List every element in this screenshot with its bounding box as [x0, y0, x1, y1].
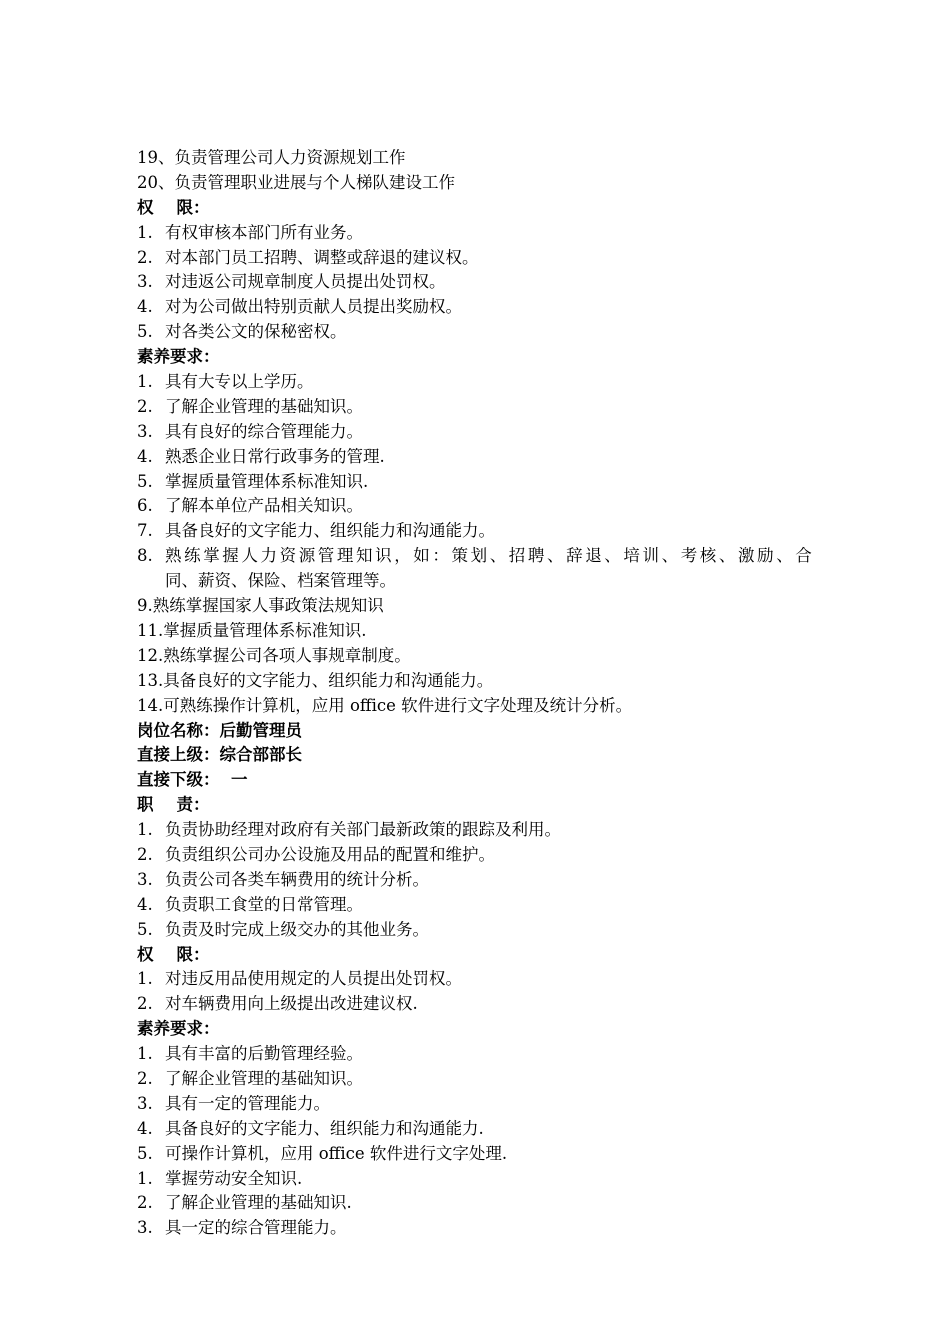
item-text: 对违返公司规章制度人员提出处罚权。: [165, 272, 446, 292]
list-item: [137, 1092, 867, 1117]
item-number: 5.: [137, 322, 153, 342]
list-item: [137, 320, 867, 345]
list-item: [137, 868, 867, 893]
list-item: [137, 270, 867, 295]
section-heading-authority: 权 限：: [137, 944, 210, 964]
item-text: 具有良好的综合管理能力。: [165, 421, 363, 441]
direct-subordinate: 直接下级： 一: [137, 770, 248, 790]
item-text: 了解企业管理的基础知识。: [165, 396, 363, 416]
list-item: [137, 246, 867, 271]
list-item: [137, 669, 867, 694]
list-item: [137, 494, 867, 519]
item-number: 5.: [137, 471, 153, 491]
position-title: 岗位名称：后勤管理员: [137, 720, 302, 740]
item-text: 具有丰富的后勤管理经验。: [165, 1044, 363, 1064]
item-number: 2.: [137, 994, 153, 1014]
list-item: [137, 1167, 867, 1192]
list-item: [137, 1142, 867, 1167]
item-number: 2.: [137, 396, 153, 416]
item-text: 具备良好的文字能力、组织能力和沟通能力。: [165, 521, 495, 541]
item-number: 13.: [137, 670, 164, 690]
section-heading-duties: 职 责：: [137, 795, 210, 815]
list-item: [137, 295, 867, 320]
item-text: 熟悉企业日常行政事务的管理.: [165, 446, 385, 466]
item-number: 1.: [137, 820, 153, 840]
item-number: 5.: [137, 919, 153, 939]
item-text: 熟练掌握公司各项人事规章制度。: [163, 645, 411, 665]
item-number: 5.: [137, 1143, 153, 1163]
list-item: [137, 843, 867, 868]
list-item: 19、负责管理公司人力资源规划工作: [137, 148, 406, 167]
list-item: [137, 818, 867, 843]
item-number: 1.: [137, 222, 153, 242]
item-number: 2.: [137, 1068, 153, 1088]
item-number: 8.: [137, 546, 153, 566]
list-item: [137, 1191, 867, 1216]
list-item: [137, 619, 867, 644]
item-text: 负责及时完成上级交办的其他业务。: [165, 919, 429, 939]
list-item: [137, 221, 867, 246]
item-text: 对车辆费用向上级提出改进建议权.: [165, 994, 418, 1014]
item-text: 熟练掌握国家人事政策法规知识: [152, 596, 384, 616]
list-item: [137, 445, 867, 470]
item-text: 了解本单位产品相关知识。: [165, 496, 363, 516]
item-number: 2.: [137, 1193, 153, 1213]
item-text: 了解企业管理的基础知识.: [165, 1193, 352, 1213]
direct-superior: 直接上级：综合部部长: [137, 745, 302, 765]
item-number: 12.: [137, 645, 164, 665]
list-item: [137, 1117, 867, 1142]
item-text: 具有大专以上学历。: [165, 372, 314, 392]
item-text: 负责组织公司办公设施及用品的配置和维护。: [165, 844, 495, 864]
item-text: 具备良好的文字能力、组织能力和沟通能力。: [163, 670, 494, 690]
list-item: [137, 1042, 867, 1067]
item-number: 4.: [137, 297, 153, 317]
list-item: [137, 967, 867, 992]
item-text: 可操作计算机，应用 office 软件进行文字处理.: [165, 1143, 508, 1163]
item-text: 对违反用品使用规定的人员提出处罚权。: [165, 969, 462, 989]
list-item: [137, 918, 867, 943]
section-heading-requirements: 素养要求：: [137, 347, 220, 367]
list-item: [137, 694, 867, 719]
list-item: [137, 893, 867, 918]
item-number: 11.: [137, 620, 164, 640]
item-number: 3.: [137, 272, 153, 292]
item-text: 负责协助经理对政府有关部门最新政策的跟踪及利用。: [165, 820, 561, 840]
list-item: [137, 544, 867, 594]
list-item: [137, 1216, 867, 1241]
item-text: 了解企业管理的基础知识。: [165, 1068, 363, 1088]
list-item: [137, 420, 867, 445]
item-text: 具一定的综合管理能力。: [165, 1218, 347, 1238]
item-number: 6.: [137, 496, 153, 516]
item-text: 对本部门员工招聘、调整或辞退的建议权。: [165, 247, 479, 267]
item-text: 掌握劳动安全知识.: [165, 1168, 303, 1188]
item-number: 4.: [137, 446, 153, 466]
item-number: 1.: [137, 969, 153, 989]
item-number: 3.: [137, 869, 153, 889]
item-number: 9.: [137, 596, 153, 616]
list-item: 20、负责管理职业进展与个人梯队建设工作: [137, 172, 455, 192]
list-item: [137, 992, 867, 1017]
list-item: [137, 370, 867, 395]
list-item: [137, 1067, 867, 1092]
item-text: 有权审核本部门所有业务。: [165, 222, 363, 242]
list-item: [137, 470, 867, 495]
document-page: [137, 146, 867, 1241]
item-number: 4.: [137, 1118, 153, 1138]
item-text: 负责公司各类车辆费用的统计分析。: [165, 869, 429, 889]
item-number: 1.: [137, 1044, 153, 1064]
item-number: 2.: [137, 844, 153, 864]
item-number: 2.: [137, 247, 153, 267]
item-number: 3.: [137, 1093, 153, 1113]
item-text: 负责职工食堂的日常管理。: [165, 894, 363, 914]
list-item: [137, 519, 867, 544]
item-number: 1.: [137, 372, 153, 392]
list-item: [137, 395, 867, 420]
item-text: 对为公司做出特别贡献人员提出奖励权。: [165, 297, 462, 317]
item-number: 4.: [137, 894, 153, 914]
item-text-continued: 同、薪资、保险、档案管理等。: [165, 571, 396, 591]
section-heading-requirements: 素养要求：: [137, 1019, 220, 1039]
item-number: 3.: [137, 1218, 153, 1238]
item-number: 7.: [137, 521, 153, 541]
item-number: 1.: [137, 1168, 153, 1188]
item-number: 14.: [137, 695, 164, 715]
item-text: 掌握质量管理体系标准知识.: [165, 471, 369, 491]
item-text: 具有一定的管理能力。: [165, 1093, 330, 1113]
item-text: 熟练掌握人力资源管理知识，如：策划、招聘、辞退、培训、考核、激励、合: [165, 546, 815, 566]
list-item: [137, 594, 867, 619]
item-text: 可熟练操作计算机，应用 office 软件进行文字处理及统计分析。: [163, 695, 633, 715]
item-text: 对各类公文的保秘密权。: [165, 322, 347, 342]
section-heading-authority: 权 限：: [137, 197, 210, 217]
item-text: 具备良好的文字能力、组织能力和沟通能力.: [165, 1118, 484, 1138]
item-text: 掌握质量管理体系标准知识.: [163, 620, 367, 640]
item-number: 3.: [137, 421, 153, 441]
list-item: [137, 644, 867, 669]
